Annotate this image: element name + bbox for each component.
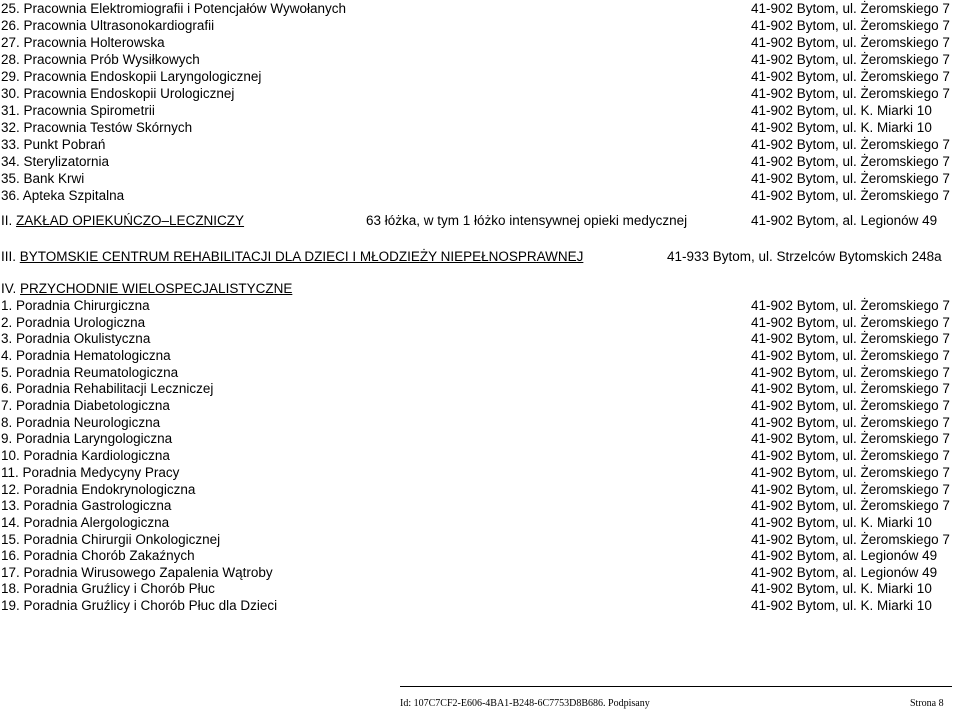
list-item [0, 430, 960, 447]
clinic-name: 7. Poradnia Diabetologiczna [1, 398, 170, 413]
clinic-name: 12. Poradnia Endokrynologiczna [1, 482, 196, 497]
list-item [0, 397, 960, 414]
facility-name: 26. Pracownia Ultrasonokardiografii [1, 18, 215, 33]
clinic-name: 11. Poradnia Medycyny Pracy [1, 465, 180, 480]
facility-name: 34. Sterylizatornia [1, 154, 110, 169]
facility-address: 41-902 Bytom, ul. Żeromskiego 7 [751, 188, 950, 203]
section-numeral: II. [1, 213, 17, 228]
clinic-address: 41-902 Bytom, ul. Żeromskiego 7 [751, 532, 950, 547]
section-title: BYTOMSKIE CENTRUM REHABILITACJI DLA DZIECI I MŁODZIEŻY NIEPEŁNOSPRAWNEJ [19, 249, 584, 264]
list-item [0, 153, 960, 170]
list-item [0, 514, 960, 531]
facility-address: 41-902 Bytom, ul. Żeromskiego 7 [751, 137, 950, 152]
clinic-address: 41-902 Bytom, ul. K. Miarki 10 [751, 581, 932, 596]
list-item [0, 447, 960, 464]
clinic-name: 17. Poradnia Wirusowego Zapalenia Wątroby [1, 565, 273, 580]
section-title: PRZYCHODNIE WIELOSPECJALISTYCZNE [20, 281, 293, 296]
list-item [0, 564, 960, 581]
clinic-address: 41-902 Bytom, ul. Żeromskiego 7 [751, 365, 950, 380]
clinic-address: 41-902 Bytom, ul. K. Miarki 10 [751, 598, 932, 613]
list-item [0, 314, 960, 331]
list-item [0, 380, 960, 397]
list-item [0, 364, 960, 381]
clinic-name: 5. Poradnia Reumatologiczna [1, 365, 179, 380]
clinic-address: 41-902 Bytom, ul. Żeromskiego 7 [751, 415, 950, 430]
facility-address: 41-902 Bytom, ul. Żeromskiego 7 [751, 86, 950, 101]
facility-name: 25. Pracownia Elektromiografii i Potencjałów Wywołanych [1, 1, 347, 16]
facility-name: 36. Apteka Szpitalna [1, 188, 125, 203]
facility-address: 41-902 Bytom, ul. K. Miarki 10 [751, 103, 932, 118]
list-item [0, 170, 960, 187]
facility-name: 31. Pracownia Spirometrii [1, 103, 155, 118]
facility-name: 27. Pracownia Holterowska [1, 35, 165, 50]
list-item [0, 85, 960, 102]
clinic-name: 4. Poradnia Hematologiczna [1, 348, 171, 363]
footer-document-id: Id: 107C7CF2-E606-4BA1-B248-6C7753D8B686. Podpisany [400, 698, 650, 709]
list-item [0, 136, 960, 153]
list-item [0, 102, 960, 119]
list-item [0, 51, 960, 68]
clinic-address: 41-902 Bytom, ul. Żeromskiego 7 [751, 381, 950, 396]
clinic-name: 18. Poradnia Gruźlicy i Chorób Płuc [1, 581, 215, 596]
list-item [0, 347, 960, 364]
list-item [0, 34, 960, 51]
section-iii-heading [1, 248, 583, 266]
clinic-address: 41-902 Bytom, ul. Żeromskiego 7 [751, 298, 950, 313]
section-numeral: IV. [1, 281, 21, 296]
clinic-name: 15. Poradnia Chirurgii Onkologicznej [1, 532, 221, 547]
list-item [0, 597, 960, 614]
section-iii [0, 248, 960, 266]
facility-address: 41-902 Bytom, ul. Żeromskiego 7 [751, 18, 950, 33]
list-item [0, 497, 960, 514]
section-numeral: III. [1, 249, 20, 264]
section-ii-heading [1, 212, 244, 230]
clinic-address: 41-902 Bytom, al. Legionów 49 [751, 565, 938, 580]
list-item [0, 17, 960, 34]
footer-page-number: Strona 8 [910, 698, 944, 709]
clinic-address: 41-902 Bytom, ul. Żeromskiego 7 [751, 331, 950, 346]
clinic-name: 9. Poradnia Laryngologiczna [1, 431, 173, 446]
section-title: ZAKŁAD OPIEKUŃCZO–LECZNICZY [16, 213, 245, 228]
clinic-address: 41-902 Bytom, ul. Żeromskiego 7 [751, 398, 950, 413]
clinic-name: 1. Poradnia Chirurgiczna [1, 298, 150, 313]
list-item [0, 580, 960, 597]
clinic-address: 41-902 Bytom, ul. Żeromskiego 7 [751, 431, 950, 446]
list-item [0, 0, 960, 17]
section-iii-address: 41-933 Bytom, ul. Strzelców Bytomskich 248a [667, 249, 942, 264]
clinic-address: 41-902 Bytom, al. Legionów 49 [751, 548, 938, 563]
clinic-address: 41-902 Bytom, ul. Żeromskiego 7 [751, 482, 950, 497]
clinic-address: 41-902 Bytom, ul. Żeromskiego 7 [751, 315, 950, 330]
list-item [0, 531, 960, 548]
clinic-address: 41-902 Bytom, ul. Żeromskiego 7 [751, 348, 950, 363]
clinic-address: 41-902 Bytom, ul. K. Miarki 10 [751, 515, 932, 530]
clinic-name: 14. Poradnia Alergologiczna [1, 515, 170, 530]
section-iv-heading [1, 280, 292, 298]
clinic-name: 13. Poradnia Gastrologiczna [1, 498, 172, 513]
section-ii [0, 212, 960, 230]
clinic-name: 6. Poradnia Rehabilitacji Leczniczej [1, 381, 214, 396]
facility-name: 35. Bank Krwi [1, 171, 85, 186]
list-item [0, 68, 960, 85]
clinic-name: 8. Poradnia Neurologiczna [1, 415, 161, 430]
facility-name: 29. Pracownia Endoskopii Laryngologicznej [1, 69, 262, 84]
list-item [0, 464, 960, 481]
list-item [0, 330, 960, 347]
section-ii-address: 41-902 Bytom, al. Legionów 49 [751, 213, 938, 228]
clinic-address: 41-902 Bytom, ul. Żeromskiego 7 [751, 448, 950, 463]
clinic-name: 3. Poradnia Okulistyczna [1, 331, 151, 346]
list-item [0, 414, 960, 431]
facility-address: 41-902 Bytom, ul. Żeromskiego 7 [751, 171, 950, 186]
list-item [0, 297, 960, 314]
footer-rule [400, 686, 952, 687]
list-item [0, 187, 960, 204]
facility-name: 32. Pracownia Testów Skórnych [1, 120, 193, 135]
clinic-name: 2. Poradnia Urologiczna [1, 315, 146, 330]
facility-address: 41-902 Bytom, ul. Żeromskiego 7 [751, 35, 950, 50]
facility-name: 33. Punkt Pobrań [1, 137, 106, 152]
section-ii-info: 63 łóżka, w tym 1 łóżko intensywnej opieki medycznej [366, 213, 688, 228]
clinic-name: 19. Poradnia Gruźlicy i Chorób Płuc dla Dzieci [1, 598, 278, 613]
facility-address: 41-902 Bytom, ul. Żeromskiego 7 [751, 154, 950, 169]
facility-name: 30. Pracownia Endoskopii Urologicznej [1, 86, 235, 101]
section-iv [0, 280, 960, 298]
list-item [0, 119, 960, 136]
facility-address: 41-902 Bytom, ul. K. Miarki 10 [751, 120, 932, 135]
clinic-address: 41-902 Bytom, ul. Żeromskiego 7 [751, 465, 950, 480]
clinic-address: 41-902 Bytom, ul. Żeromskiego 7 [751, 498, 950, 513]
facility-address: 41-902 Bytom, ul. Żeromskiego 7 [751, 52, 950, 67]
facility-address: 41-902 Bytom, ul. Żeromskiego 7 [751, 1, 950, 16]
facility-address: 41-902 Bytom, ul. Żeromskiego 7 [751, 69, 950, 84]
list-item [0, 481, 960, 498]
clinic-name: 10. Poradnia Kardiologiczna [1, 448, 170, 463]
list-item [0, 547, 960, 564]
clinic-name: 16. Poradnia Chorób Zakaźnych [1, 548, 195, 563]
facility-name: 28. Pracownia Prób Wysiłkowych [1, 52, 200, 67]
